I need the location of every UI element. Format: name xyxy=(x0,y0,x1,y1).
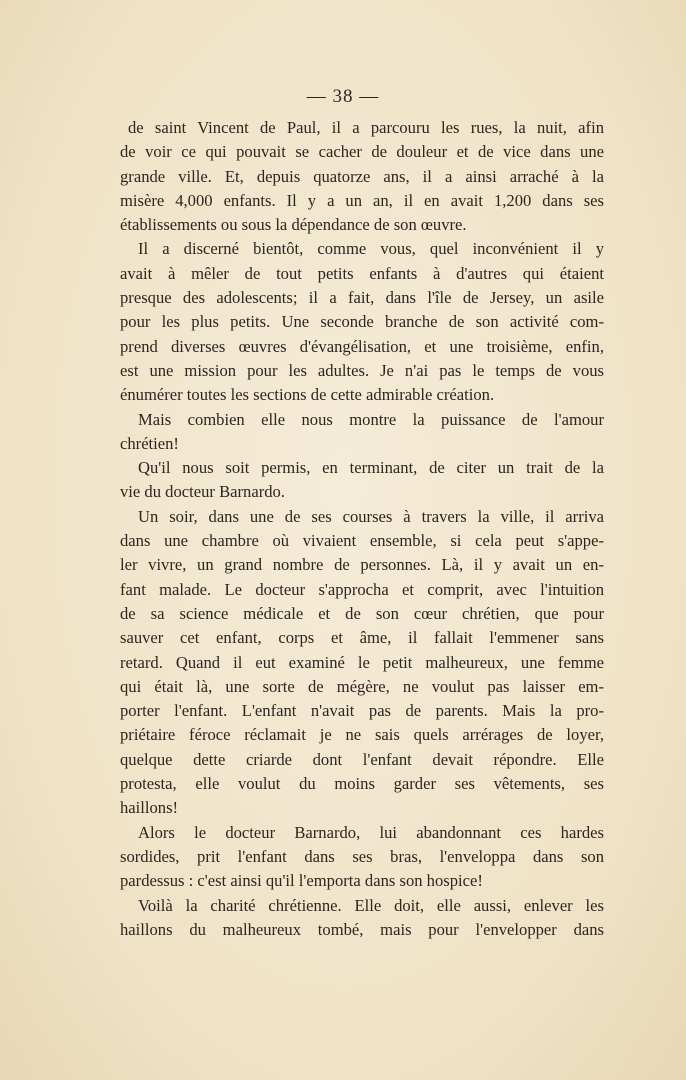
text-line: Voilà la charité chrétienne. Elle doit, elle aussi, enlever les xyxy=(138,895,604,915)
text-line: Alors le docteur Barnardo, lui abandonnant ces hardes xyxy=(138,822,604,842)
text-line: qui était là, une sorte de mégère, ne voulut pas laisser em- xyxy=(120,676,604,696)
text-line: avait à mêler de tout petits enfants à d'autres qui étaient xyxy=(120,263,604,283)
text-line: de saint Vincent de Paul, il a parcouru les rues, la nuit, afin xyxy=(128,118,604,137)
text-line: pour les plus petits. Une seconde branche de son activité com- xyxy=(120,312,604,332)
text-line: établissements ou sous la dépendance de son œuvre. xyxy=(120,215,467,235)
text-line: de sa science médicale et de son cœur chrétien, que pour xyxy=(120,603,604,623)
text-line: priétaire féroce réclamait je ne sais quels arrérages de loyer, xyxy=(120,725,604,745)
text-line: haillons! xyxy=(120,798,179,818)
page-number: — 38 — xyxy=(306,86,380,107)
text-line: retard. Quand il eut examiné le petit malheureux, une femme xyxy=(120,652,604,672)
text-line: chrétien! xyxy=(120,433,179,453)
text-line: énumérer toutes les sections de cette admirable création. xyxy=(120,385,495,405)
text-line: prend diverses œuvres d'évangélisation, et une troisième, enfin, xyxy=(120,336,604,356)
text-line: de voir ce qui pouvait se cacher de douleur et de vice dans une xyxy=(120,142,604,162)
text-line: misère 4,000 enfants. Il y a un an, il en avait 1,200 dans ses xyxy=(120,190,604,210)
text-line: Qu'il nous soit permis, en terminant, de citer un trait de la xyxy=(138,458,604,478)
text-line: porter l'enfant. L'enfant n'avait pas de parents. Mais la pro- xyxy=(120,701,604,721)
text-line: haillons du malheureux tombé, mais pour l'envelopper dans xyxy=(120,919,604,939)
text-line: presque des adolescents; il a fait, dans l'île de Jersey, un asile xyxy=(120,288,604,308)
text-line: dans une chambre où vivaient ensemble, si cela peut s'appe- xyxy=(120,531,604,551)
text-line: Mais combien elle nous montre la puissance de l'amour xyxy=(138,409,604,429)
text-line: pardessus : c'est ainsi qu'il l'emporta dans son hospice! xyxy=(120,871,483,891)
text-line: Un soir, dans une de ses courses à travers la ville, il arriva xyxy=(138,506,604,526)
body-text xyxy=(120,116,604,942)
text-line: protesta, elle voulut du moins garder ses vêtements, ses xyxy=(120,774,604,794)
text-line: est une mission pour les adultes. Je n'ai pas le temps de vous xyxy=(120,360,604,380)
text-line: sauver cet enfant, corps et âme, il fallait l'emmener sans xyxy=(120,628,604,648)
text-line: ler vivre, un grand nombre de personnes. Là, il y avait un en- xyxy=(120,555,604,575)
text-line: sordides, prit l'enfant dans ses bras, l'enveloppa dans son xyxy=(120,846,604,866)
text-line: quelque dette criarde dont l'enfant devait répondre. Elle xyxy=(120,749,604,769)
text-line: vie du docteur Barnardo. xyxy=(120,482,285,502)
text-line: Il a discerné bientôt, comme vous, quel inconvénient il y xyxy=(138,239,604,259)
text-line: grande ville. Et, depuis quatorze ans, il a ainsi arraché à la xyxy=(120,166,604,186)
text-line: fant malade. Le docteur s'approcha et comprit, avec l'intuition xyxy=(120,579,604,599)
